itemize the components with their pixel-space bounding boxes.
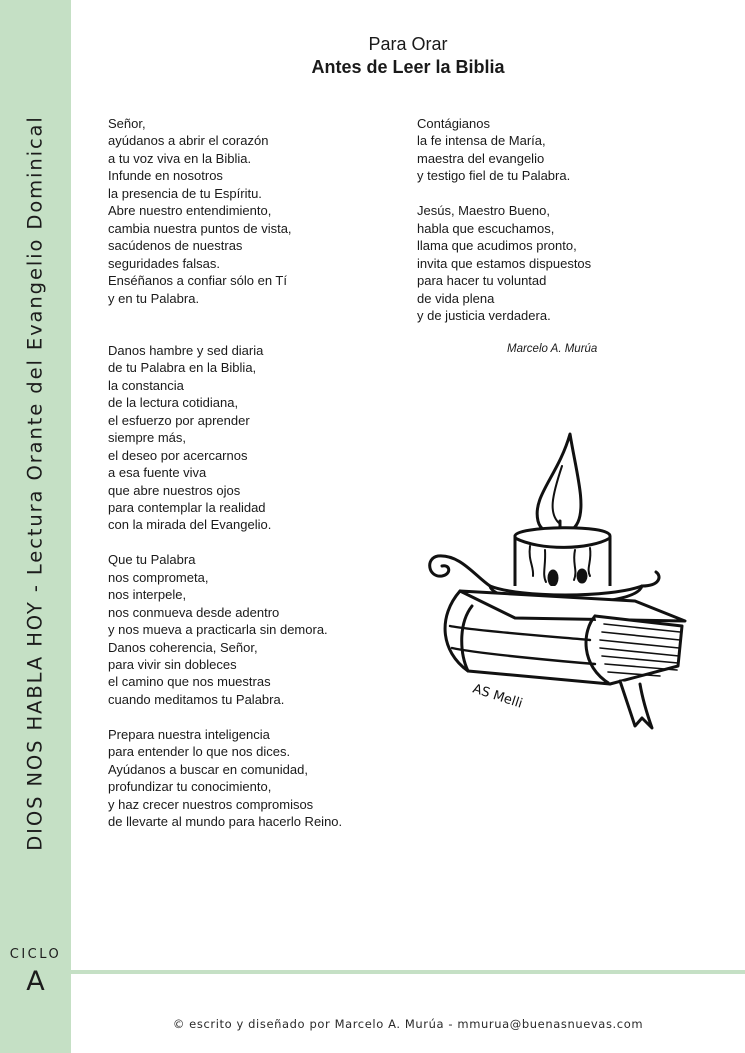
poem-line: Ayúdanos a buscar en comunidad,	[108, 761, 308, 777]
poem-line: la fe intensa de María,	[417, 133, 546, 149]
poem-line: de vida plena	[417, 290, 495, 306]
poem-line: cuando meditamos tu Palabra.	[108, 691, 285, 707]
author-signature: Marcelo A. Murúa	[507, 343, 598, 355]
poem-line: Enséñanos a confiar sólo en Tí	[108, 273, 287, 289]
poem-stanza	[108, 551, 398, 708]
poem-stanza	[417, 115, 717, 185]
poem-line: Contágianos	[417, 116, 490, 131]
poem-line: maestra del evangelio	[417, 150, 545, 166]
poem-line: Prepara nuestra inteligencia	[108, 726, 270, 742]
poem-line: para entender lo que nos dices.	[108, 744, 291, 760]
footer-credit: © escrito y diseñado por Marcelo A. Murúa - mmurua@buenasnuevas.com	[172, 1017, 644, 1031]
poem-line: nos comprometa,	[108, 569, 209, 585]
sidebar-title-band	[0, 0, 71, 937]
poem-line: cambia nuestra puntos de vista,	[108, 220, 292, 236]
poem-line: con la mirada del Evangelio.	[108, 517, 272, 533]
poem-line: el camino que nos muestras	[108, 674, 271, 690]
poem-line: nos interpele,	[108, 587, 187, 603]
poem-line: y en tu Palabra.	[108, 290, 200, 306]
poem-line: que abre nuestros ojos	[108, 482, 241, 498]
poem-line: habla que escuchamos,	[417, 220, 555, 236]
poem-line: Jesús, Maestro Bueno,	[417, 203, 550, 219]
poem-line: siempre más,	[108, 430, 187, 446]
poem-line: a esa fuente viva	[108, 465, 207, 481]
poem-line: Infunde en nosotros	[108, 168, 223, 184]
poem-line: Danos coherencia, Señor,	[108, 639, 258, 655]
poem-left-column	[108, 115, 398, 831]
page-header	[71, 34, 745, 79]
artist-signature: AS Melli	[470, 681, 525, 712]
poem-line: de tu Palabra en la Biblia,	[108, 360, 257, 376]
poem-line: y de justicia verdadera.	[417, 307, 551, 323]
poem-line: para vivir sin dobleces	[108, 657, 237, 673]
cycle-letter: A	[26, 966, 45, 997]
candle-on-bible-icon	[420, 426, 690, 746]
poem-line: el esfuerzo por aprender	[108, 412, 250, 428]
poem-line: para hacer tu voluntad	[417, 273, 547, 289]
poem-line: la constancia	[108, 377, 184, 393]
poem-stanza	[108, 342, 398, 534]
poem-line: y nos mueva a practicarla sin demora.	[108, 622, 328, 638]
poem-line: invita que estamos dispuestos	[417, 255, 592, 271]
poem-line: profundizar tu conocimiento,	[108, 779, 272, 795]
poem-line: ayúdanos a abrir el corazón	[108, 133, 269, 149]
poem-line: Danos hambre y sed diaria	[108, 342, 264, 358]
poem-line: nos conmueva desde adentro	[108, 604, 280, 620]
poem-line: Señor,	[108, 116, 146, 131]
page-kicker: Para Orar	[368, 34, 448, 54]
poem-line: llama que acudimos pronto,	[417, 238, 577, 254]
poem-line: y testigo fiel de tu Palabra.	[417, 168, 571, 184]
cycle-indicator	[0, 940, 71, 997]
poem-stanza	[108, 115, 398, 307]
sidebar	[0, 0, 71, 1053]
poem-line: la presencia de tu Espíritu.	[108, 185, 262, 201]
poem-line: para contemplar la realidad	[108, 499, 266, 515]
cycle-label: CICLO	[9, 947, 62, 962]
poem-right-column	[417, 115, 717, 324]
poem-line: y haz crecer nuestros compromisos	[108, 796, 314, 812]
poem-line: a tu voz viva en la Biblia.	[108, 150, 252, 166]
poem-line: de la lectura cotidiana,	[108, 395, 239, 411]
poem-line: de llevarte al mundo para hacerlo Reino.	[108, 814, 343, 830]
poem-line: seguridades falsas.	[108, 255, 221, 271]
poem-stanza	[108, 726, 398, 831]
poem-line: el deseo por acercarnos	[108, 447, 248, 463]
page-title: Antes de Leer la Biblia	[311, 57, 505, 77]
poem-line: Abre nuestro entendimiento,	[108, 203, 272, 219]
poem-line: sacúdenos de nuestras	[108, 238, 243, 254]
footer-divider	[71, 970, 745, 974]
poem-line: Que tu Palabra	[108, 552, 196, 568]
poem-stanza	[417, 202, 717, 324]
vertical-series-title: DIOS NOS HABLA HOY - Lectura Orante del Evangelio Dominical	[23, 115, 47, 851]
